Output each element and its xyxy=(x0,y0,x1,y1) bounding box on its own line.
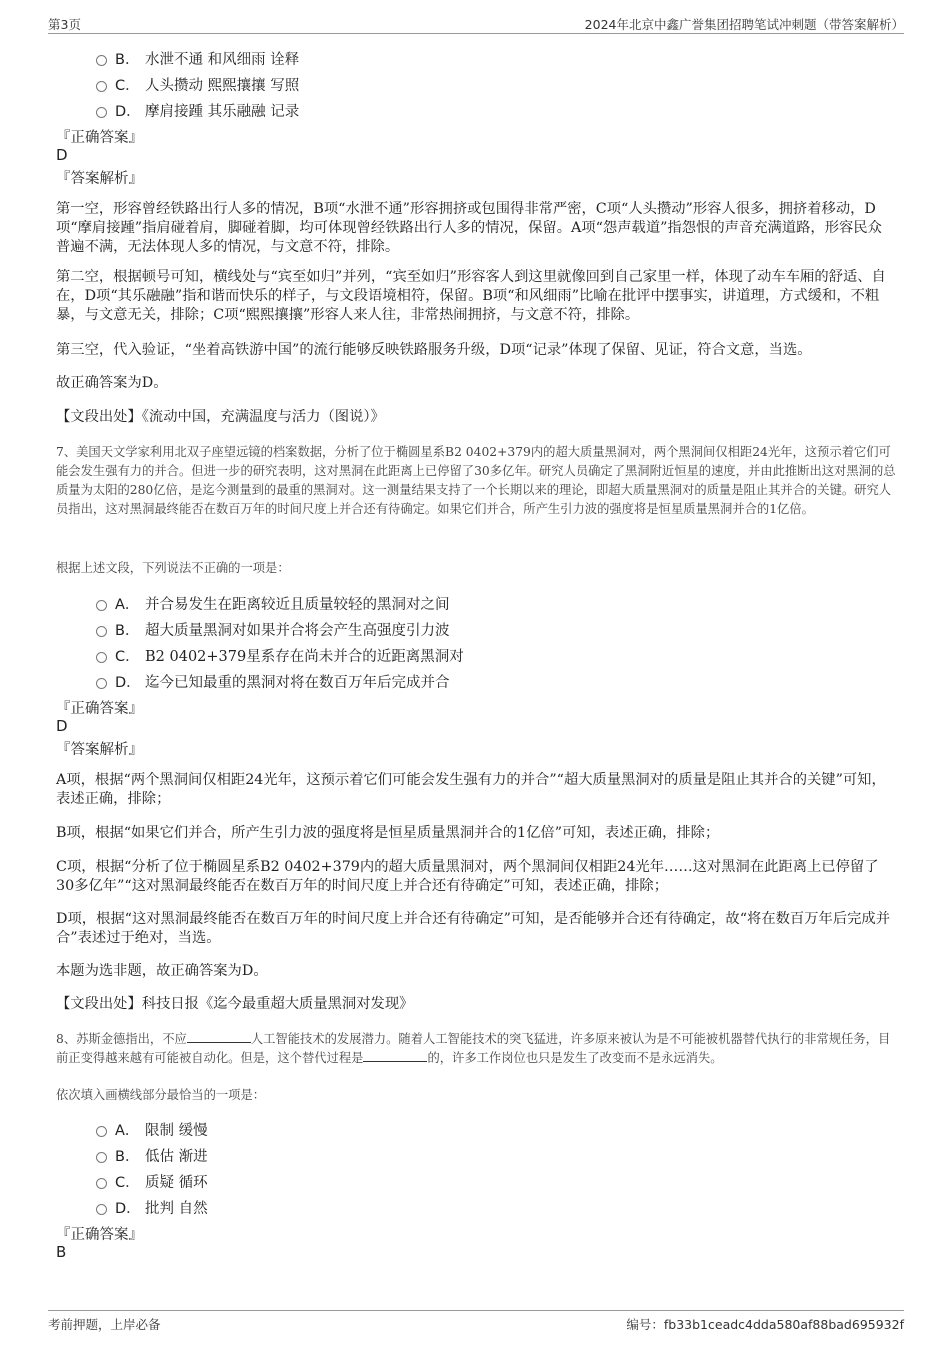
q7-analysis-paragraph: C项，根据“分析了位于椭圆星系B2 0402+379内的超大质量黑洞对，两个黑洞间仅相距24光年……这对黑洞在此距离上已停留了30多亿年”“这对黑洞最终能否在数百万年的时间尺度上并合还有待确定”可知，表述正确，排除； xyxy=(56,859,879,894)
q8-stem-part: 的，许多工作岗位也只是发生了改变而不是永远消失。 xyxy=(427,1051,723,1065)
footer-slogan: 考前押题，上岸必备 xyxy=(48,1317,161,1332)
radio-icon[interactable] xyxy=(96,1178,107,1189)
option-letter: B． xyxy=(115,1149,140,1165)
option-letter: A． xyxy=(115,1123,140,1139)
q7-analysis-paragraph: D项，根据“这对黑洞最终能否在数百万年的时间尺度上并合还有待确定”可知，是否能够并合还有待确定，故“将在数百万年后完成并合”表述过于绝对，当选。 xyxy=(56,911,891,946)
radio-icon[interactable] xyxy=(96,1126,107,1137)
q6-answer: D xyxy=(56,146,68,164)
option-letter: D． xyxy=(115,1201,141,1217)
q8-answer-label: 『正确答案』 xyxy=(56,1227,143,1243)
q7-option-c[interactable] xyxy=(96,645,464,666)
radio-icon[interactable] xyxy=(96,626,107,637)
option-text: 人头攒动 熙熙攘攘 写照 xyxy=(145,78,300,94)
q6-answer-label: 『正确答案』 xyxy=(56,130,143,146)
option-letter: B． xyxy=(115,623,140,639)
option-letter: A． xyxy=(115,597,140,613)
q6-analysis-paragraph: 故正确答案为D。 xyxy=(56,375,168,391)
option-text: 摩肩接踵 其乐融融 记录 xyxy=(145,104,300,120)
option-letter: D． xyxy=(115,675,141,691)
option-letter: C． xyxy=(115,1175,140,1191)
q8-option-a[interactable] xyxy=(96,1119,208,1140)
q7-stem: 7、美国天文学家利用北双子座望远镜的档案数据，分析了位于椭圆星系B2 0402+379内的超大质量黑洞对，两个黑洞间仅相距24光年，这预示着它们可能会发生强有力的并合。但进一步的研究表明，这对黑洞在此距离上已停留了30多亿年。研究人员确定了黑洞附近恒星的速度，并由此推断出这对黑洞的总质量为太阳的280亿倍，是迄今测量到的最重的黑洞对。这一测量结果支持了一个长期以来的理论，即超大质量黑洞对的质量是阻止其并合的关键。研究人员指出，这对黑洞最终能否在数百万年的时间尺度上并合还有待确定。如果它们并合，所产生引力波的强度将是恒星质量黑洞并合的1亿倍。 xyxy=(56,445,896,516)
fill-blank xyxy=(187,1031,251,1043)
q7-source: 【文段出处】科技日报《迄今最重超大质量黑洞对发现》 xyxy=(56,996,414,1012)
option-text: 并合易发生在距离较近且质量较轻的黑洞对之间 xyxy=(145,597,450,613)
option-text: 批判 自然 xyxy=(145,1201,208,1217)
radio-icon[interactable] xyxy=(96,1204,107,1215)
option-letter: C． xyxy=(115,78,140,94)
q8-option-b[interactable] xyxy=(96,1145,208,1166)
page-footer xyxy=(48,1310,904,1332)
option-letter: B． xyxy=(115,52,140,68)
option-text: 超大质量黑洞对如果并合将会产生高强度引力波 xyxy=(145,623,450,639)
radio-icon[interactable] xyxy=(96,1152,107,1163)
option-letter: D． xyxy=(115,104,141,120)
fill-blank xyxy=(363,1050,427,1062)
option-text: 水泄不通 和风细雨 诠释 xyxy=(145,52,300,68)
radio-icon[interactable] xyxy=(96,107,107,118)
page-header xyxy=(48,14,904,34)
radio-icon[interactable] xyxy=(96,600,107,611)
option-text: B2 0402+379星系存在尚未并合的近距离黑洞对 xyxy=(145,649,464,665)
code-label: 编号： xyxy=(626,1317,664,1332)
q6-analysis-label: 『答案解析』 xyxy=(56,171,143,187)
q7-option-d[interactable] xyxy=(96,671,450,692)
q7-analysis-paragraph: A项，根据“两个黑洞间仅相距24光年，这预示着它们可能会发生强有力的并合”“超大质量黑洞对的质量是阻止其并合的关键”可知，表述正确，排除； xyxy=(56,772,886,807)
q7-analysis-paragraph: B项，根据“如果它们并合，所产生引力波的强度将是恒星质量黑洞并合的1亿倍”可知，表述正确，排除； xyxy=(56,825,720,841)
radio-icon[interactable] xyxy=(96,81,107,92)
radio-icon[interactable] xyxy=(96,55,107,66)
q7-option-b[interactable] xyxy=(96,619,450,640)
q7-analysis-paragraph: 本题为选非题，故正确答案为D。 xyxy=(56,963,268,979)
q6-option-b[interactable] xyxy=(96,48,299,69)
q8-prompt: 依次填入画横线部分最恰当的一项是： xyxy=(56,1088,266,1102)
q8-answer: B xyxy=(56,1243,67,1261)
q6-option-d[interactable] xyxy=(96,100,299,121)
q8-stem-part: 8、苏斯金德指出，不应 xyxy=(56,1032,187,1046)
option-text: 迄今已知最重的黑洞对将在数百万年后完成并合 xyxy=(145,675,450,691)
q6-source: 【文段出处】《流动中国，充满温度与活力（图说）》 xyxy=(56,409,385,425)
radio-icon[interactable] xyxy=(96,678,107,689)
option-letter: C． xyxy=(115,649,140,665)
q7-analysis-label: 『答案解析』 xyxy=(56,742,143,758)
q7-answer: D xyxy=(56,717,68,735)
q7-prompt: 根据上述文段，下列说法不正确的一项是： xyxy=(56,561,290,575)
q8-stem xyxy=(56,1030,898,1068)
q6-option-c[interactable] xyxy=(96,74,299,95)
q7-option-a[interactable] xyxy=(96,593,450,614)
q8-stem-part: 人工智能技术的发展潜力。随着人工智能技术的突飞猛进，许多原来被认为是不可能被机器替代执行的非常规任务，目前正变得越来越有可能被自动化。但是，这个替代过程是 xyxy=(56,1032,891,1065)
option-text: 限制 缓慢 xyxy=(145,1123,208,1139)
q8-option-c[interactable] xyxy=(96,1171,208,1192)
option-text: 低估 渐进 xyxy=(145,1149,208,1165)
code-value: fb33b1ceadc4dda580af88bad695932f xyxy=(663,1317,904,1332)
radio-icon[interactable] xyxy=(96,652,107,663)
page-number: 第3页 xyxy=(48,17,81,32)
document-title: 2024年北京中鑫广誉集团招聘笔试冲刺题（带答案解析） xyxy=(584,17,904,32)
option-text: 质疑 循环 xyxy=(145,1175,208,1191)
document-code xyxy=(626,1315,904,1333)
q6-analysis-paragraph: 第二空，根据顿号可知，横线处与“宾至如归”并列，“宾至如归”形容客人到这里就像回到自己家里一样，体现了动车车厢的舒适、自在，D项“其乐融融”指和谐而快乐的样子，与文段语境相符，保留。B项“和风细雨”比喻在批评中摆事实，讲道理，方式缓和，不粗暴，与文意无关，排除；C项“熙熙攘攘”形容人来人往，非常热闹拥挤，与文意不符，排除。 xyxy=(56,269,886,323)
q7-answer-label: 『正确答案』 xyxy=(56,701,143,717)
q6-analysis-paragraph: 第三空，代入验证，“坐着高铁游中国”的流行能够反映铁路服务升级，D项“记录”体现了保留、见证，符合文意，当选。 xyxy=(56,342,812,358)
q6-analysis-paragraph: 第一空，形容曾经铁路出行人多的情况，B项“水泄不通”形容拥挤或包围得非常严密，C项“人头攒动”形容人很多，拥挤着移动，D项“摩肩接踵”指肩碰着肩，脚碰着脚，均可体现曾经铁路出行人多的情况，保留。A项“怨声载道”指怨恨的声音充满道路，形容民众普遍不满，无法体现人多的情况，与文意不符，排除。 xyxy=(56,201,882,255)
q8-option-d[interactable] xyxy=(96,1197,208,1218)
